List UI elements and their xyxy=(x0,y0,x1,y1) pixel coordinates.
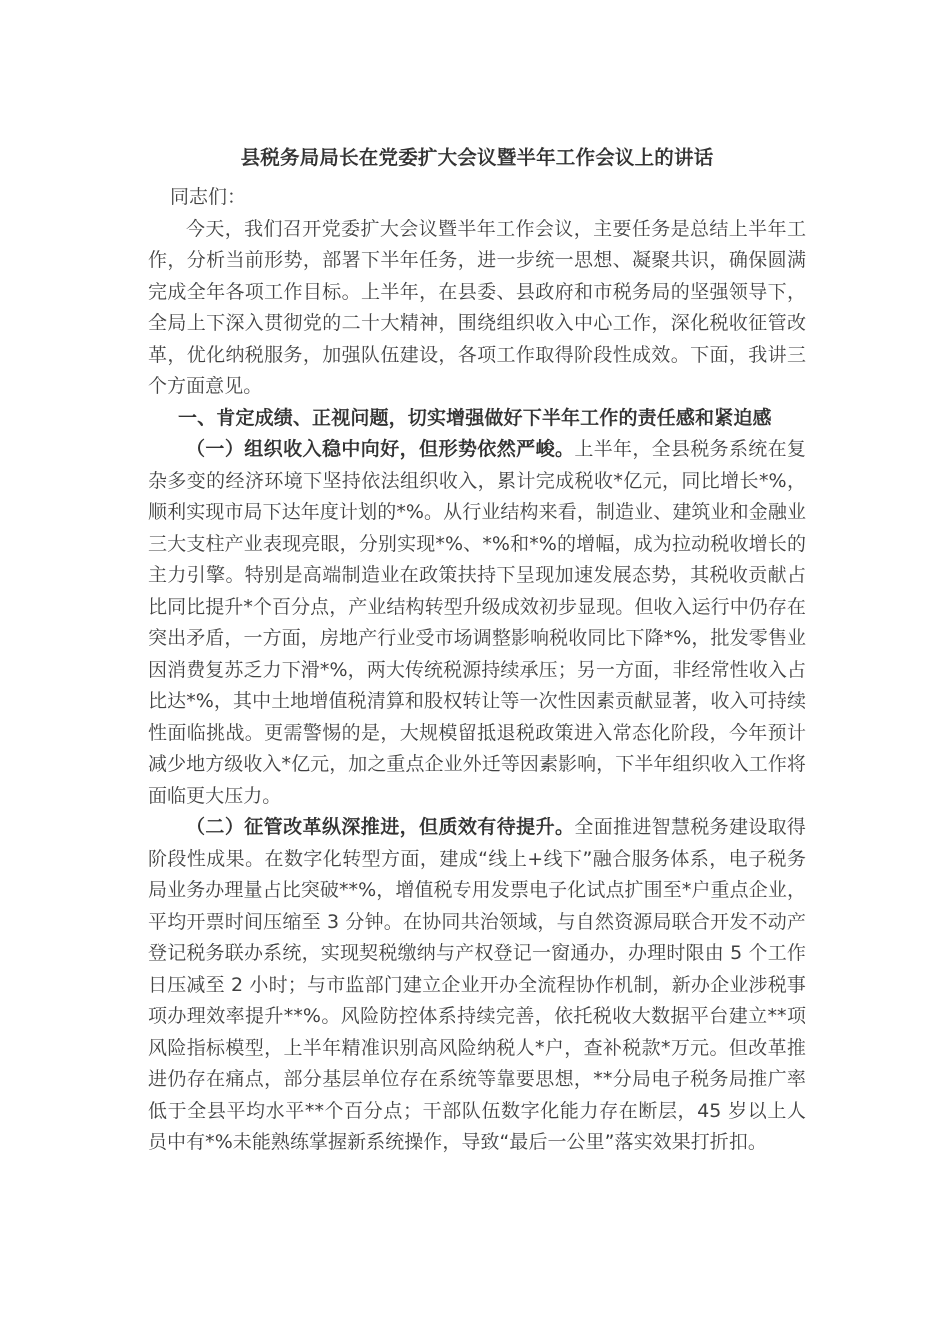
subsection-1-1-text: 上半年，全县税务系统在复杂多变的经济环境下坚持依法组织收入，累计完成税收*亿元，同比增长*%，顺利实现市局下达年度计划的*%。从行业结构来看，制造业、建筑业和金融业三大支柱产业表现亮眼，分别实现*%、*%和*%的增幅，成为拉动税收增长的主力引擎。特别是高端制造业在政策扶持下呈现加速发展态势，其税收贡献占比同比提升*个百分点，产业结构转型升级成效初步显现。但收入运行中仍存在突出矛盾，一方面，房地产行业受市场调整影响税收同比下降*%，批发零售业因消费复苏乏力下滑*%，两大传统税源持续承压；另一方面，非经常性收入占比达*%，其中土地增值税清算和股权转让等一次性因素贡献显著，收入可持续性面临挑战。更需警惕的是，大规模留抵退税政策进入常态化阶段，今年预计减少地方级收入*亿元，加之重点企业外迁等因素影响，下半年组织收入工作将面临更大压力。 xyxy=(148,438,806,807)
salutation: 同志们： xyxy=(170,186,247,208)
paragraph-subsection-1-1 xyxy=(148,434,806,812)
section-heading-one: 一、肯定成绩、正视问题，切实增强做好下半年工作的责任感和紧迫感 xyxy=(178,406,772,429)
paragraph-intro: 今天，我们召开党委扩大会议暨半年工作会议，主要任务是总结上半年工作，分析当前形势，部署下半年任务，进一步统一思想、凝聚共识，确保圆满完成全年各项工作目标。上半年，在县委、县政府和市税务局的坚强领导下，全局上下深入贯彻党的二十大精神，围绕组织收入中心工作，深化税收征管改革，优化纳税服务，加强队伍建设，各项工作取得阶段性成效。下面，我讲三个方面意见。 xyxy=(148,217,806,397)
subsection-1-2-text: 全面推进智慧税务建设取得阶段性成果。在数字化转型方面，建成“线上+线下”融合服务体系，电子税务局业务办理量占比突破**%，增值税专用发票电子化试点扩围至*户重点企业，平均开票时间压缩至 3 分钟。在协同共治领域，与自然资源局联合开发不动产登记税务联办系统，实现契税缴纳与产权登记一窗通办，办理时限由 5 个工作日压减至 2 小时；与市监部门建立企业开办全流程协作机制，新办企业涉税事项办理效率提升**%。风险防控体系持续完善，依托税收大数据平台建立**项风险指标模型，上半年精准识别高风险纳税人*户，查补税款*万元。但改革推进仍存在痛点，部分基层单位存在系统等靠要思想，**分局电子税务局推广率低于全县平均水平**个百分点；干部队伍数字化能力存在断层，45 岁以上人员中有*%未能熟练掌握新系统操作，导致“最后一公里”落实效果打折扣。 xyxy=(148,816,806,1153)
paragraph-subsection-1-2 xyxy=(148,812,806,1159)
page-title: 县税务局局长在党委扩大会议暨半年工作会议上的讲话 xyxy=(240,146,714,169)
subsection-1-1-lead: （一）组织收入稳中向好，但形势依然严峻。 xyxy=(186,438,575,460)
subsection-1-2-lead: （二）征管改革纵深推进，但质效有待提升。 xyxy=(186,816,575,838)
document-body xyxy=(148,142,806,1159)
